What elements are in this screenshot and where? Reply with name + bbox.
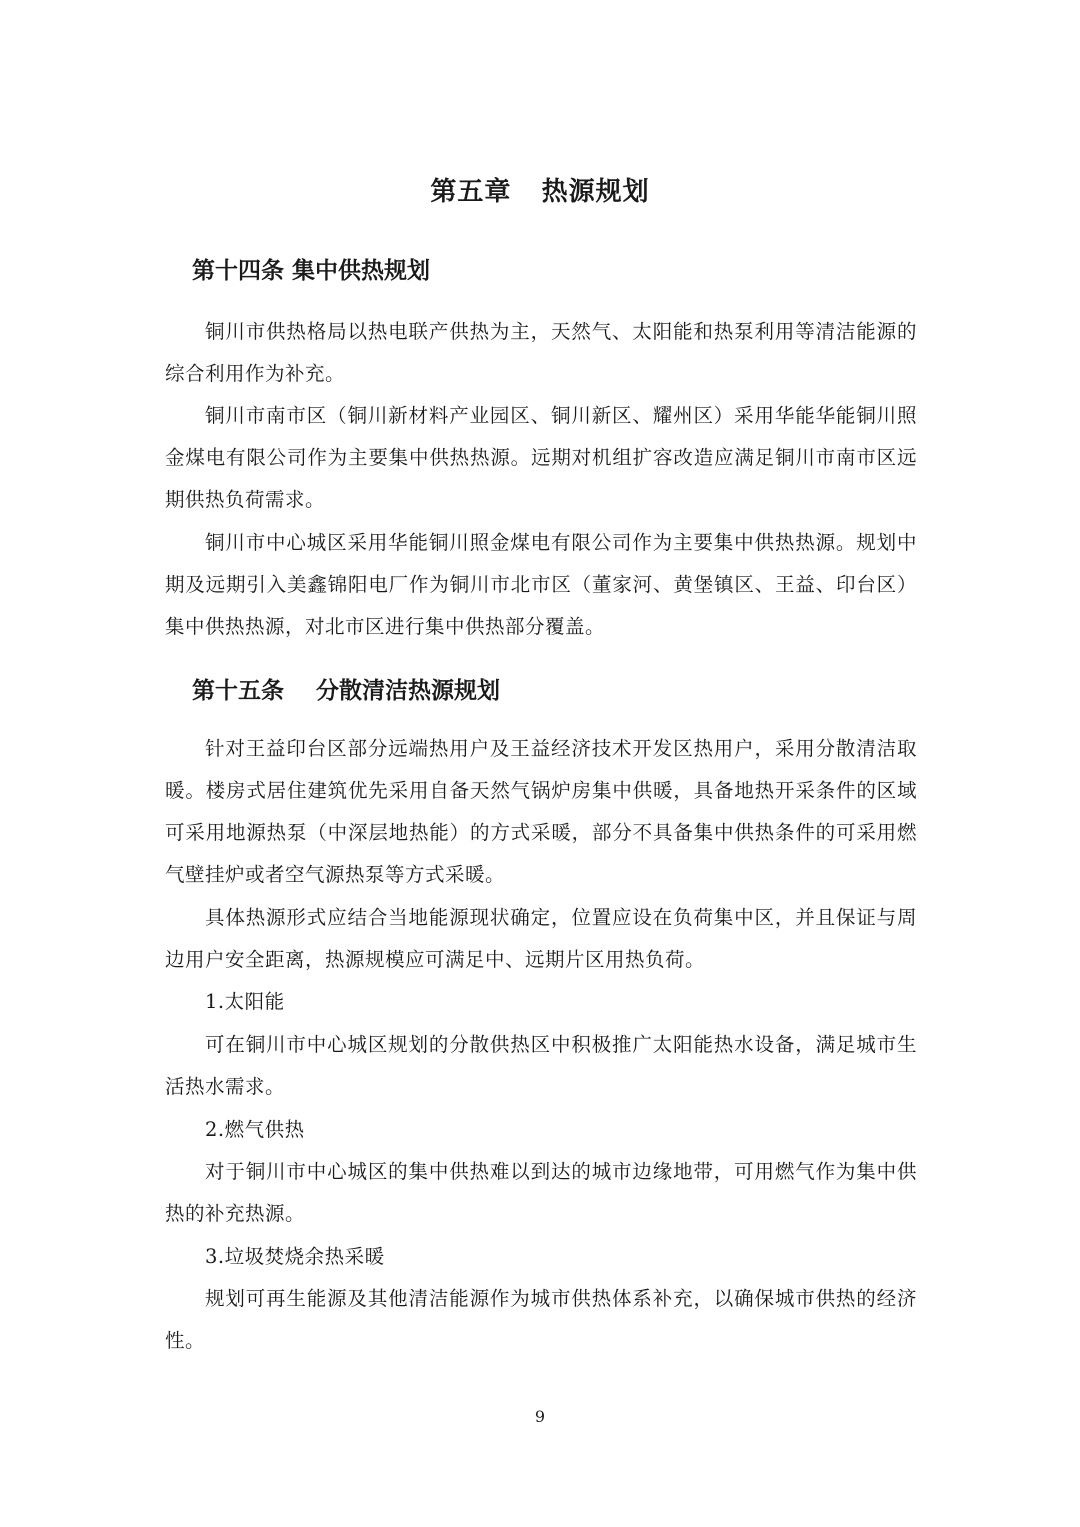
item-title-gas: 2.燃气供热 <box>205 1118 305 1141</box>
page-number: 9 <box>534 1407 546 1426</box>
item-title-solar: 1.太阳能 <box>205 990 285 1013</box>
section-heading-15: 第十五条 分散清洁热源规划 <box>192 678 501 704</box>
paragraph: 铜川市供热格局以热电联产供热为主，天然气、太阳能和热泵利用等清洁能源的综合利用作为补充。 <box>165 320 917 385</box>
item-title-waste: 3.垃圾焚烧余热采暖 <box>205 1245 385 1268</box>
paragraph: 具体热源形式应结合当地能源现状确定，位置应设在负荷集中区，并且保证与周边用户安全距离，热源规模应可满足中、远期片区用热负荷。 <box>165 906 917 971</box>
item-text-waste: 规划可再生能源及其他清洁能源作为城市供热体系补充，以确保城市供热的经济性。 <box>165 1287 917 1352</box>
paragraph: 铜川市南市区（铜川新材料产业园区、铜川新区、耀州区）采用华能华能铜川照金煤电有限公司作为主要集中供热热源。远期对机组扩容改造应满足铜川市南市区远期供热负荷需求。 <box>165 404 917 511</box>
paragraph: 铜川市中心城区采用华能铜川照金煤电有限公司作为主要集中供热热源。规划中期及远期引入美鑫锦阳电厂作为铜川市北市区（董家河、黄堡镇区、王益、印台区）集中供热热源，对北市区进行集中供热部分覆盖。 <box>165 531 917 638</box>
item-text-gas: 对于铜川市中心城区的集中供热难以到达的城市边缘地带，可用燃气作为集中供热的补充热源。 <box>165 1160 917 1225</box>
chapter-title: 第五章 热源规划 <box>430 177 650 207</box>
section-heading-14: 第十四条 集中供热规划 <box>192 258 431 284</box>
paragraph: 针对王益印台区部分远端热用户及王益经济技术开发区热用户，采用分散清洁取暖。楼房式居住建筑优先采用自备天然气锅炉房集中供暖，具备地热开采条件的区域可采用地源热泵（中深层地热能）的方式采暖，部分不具备集中供热条件的可采用燃气壁挂炉或者空气源热泵等方式采暖。 <box>165 737 917 886</box>
item-text-solar: 可在铜川市中心城区规划的分散供热区中积极推广太阳能热水设备，满足城市生活热水需求。 <box>165 1033 917 1098</box>
